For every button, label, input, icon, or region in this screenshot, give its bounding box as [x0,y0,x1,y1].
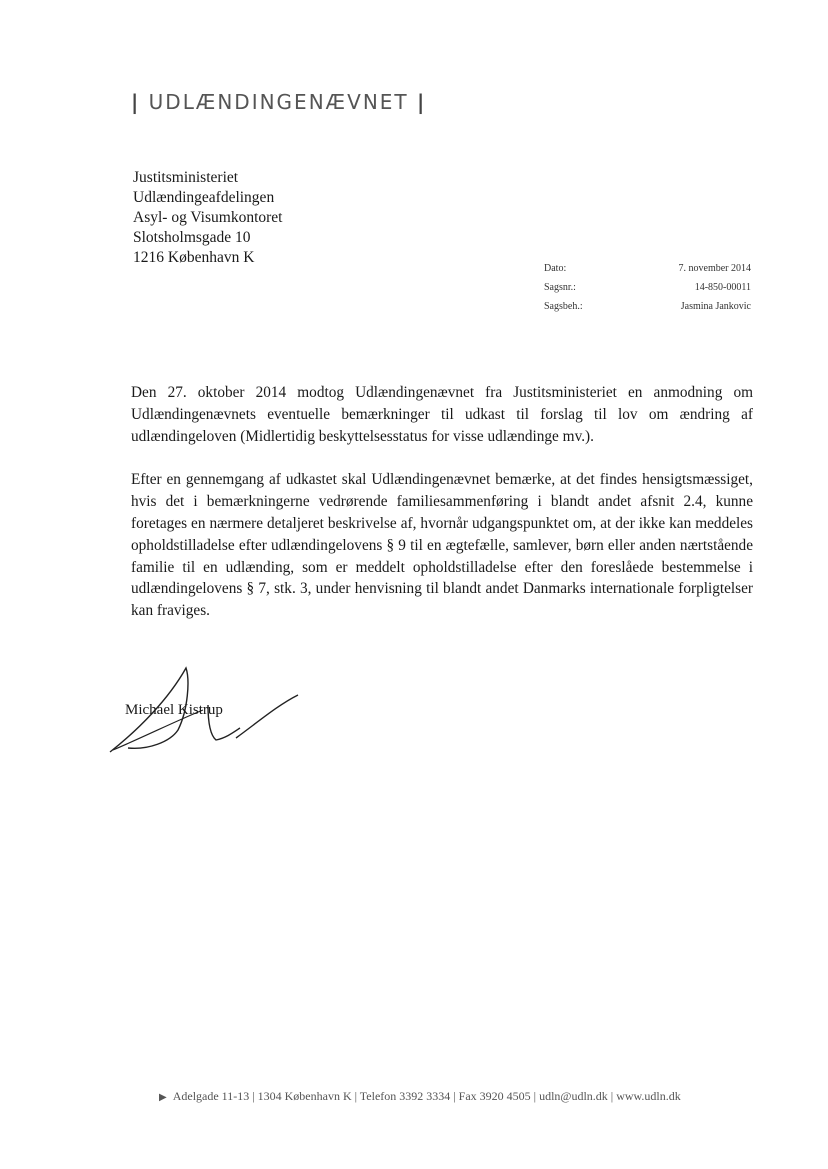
case-value: 14-850-00011 [694,282,751,293]
handler-row [544,297,751,316]
logo-text: UDLÆNDINGENÆVNET [148,90,409,114]
body-paragraph-2: Efter en gennemgang af udkastet skal Udlændingenævnet bemærke, at det findes hensigtsmæssiget, hvis det i bemærkningerne vedrørende familiesammenføring i blandt andet afsnit 2.4, kunne foretages en nærmere detaljeret beskrivelse af, hvornår udgangspunktet om, at der ikke kan meddeles opholdstilladelse efter udlændingelovens § 9 til en ægtefælle, samlever, børn eller anden nærtstående familie til en udlænding, som er meddelt opholdstilladelse efter den foreslåede bestemmelse i udlændingelovens § 7, stk. 3, under henvisning til blandt andet Danmarks internationale forpligtelser kan fraviges. [131,471,753,620]
logo-left-bar: | [131,90,141,114]
recipient-line: 1216 København K [133,249,255,266]
body-paragraph-1: Den 27. oktober 2014 modtog Udlændingenævnet fra Justitsministeriet en anmodning om Udlændingenævnets eventuelle bemærkninger til udkast til forslag til lov om ændring af udlændingeloven (Midlertidig beskyttelsesstatus for visse udlændinge mv.). [131,384,753,445]
date-value: 7. november 2014 [678,263,751,274]
agency-logo [131,90,426,114]
date-label: Dato: [544,263,567,274]
case-label: Sagsnr.: [544,282,576,293]
arrow-icon: ▶ [159,1092,167,1103]
handler-value: Jasmina Jankovic [680,301,751,312]
case-row [544,278,751,297]
letter-body [131,382,753,644]
footer-contact: Adelgade 11-13 | 1304 København K | Telefon 3392 3334 | Fax 3920 4505 | udln@udln.dk | www.udln.dk [172,1089,681,1103]
letter-metadata [544,259,751,316]
logo-right-bar: | [417,90,427,114]
recipient-address [133,168,282,268]
handler-label: Sagsbeh.: [544,301,583,312]
date-row [544,259,751,278]
signatory-name: Michael Kistrup [125,702,223,718]
recipient-line: Slotsholmsgade 10 [133,229,251,246]
recipient-line: Asyl- og Visumkontoret [133,209,283,226]
recipient-line: Justitsministeriet [133,169,239,186]
letter-footer [159,1089,681,1104]
recipient-line: Udlændingeafdelingen [133,189,275,206]
